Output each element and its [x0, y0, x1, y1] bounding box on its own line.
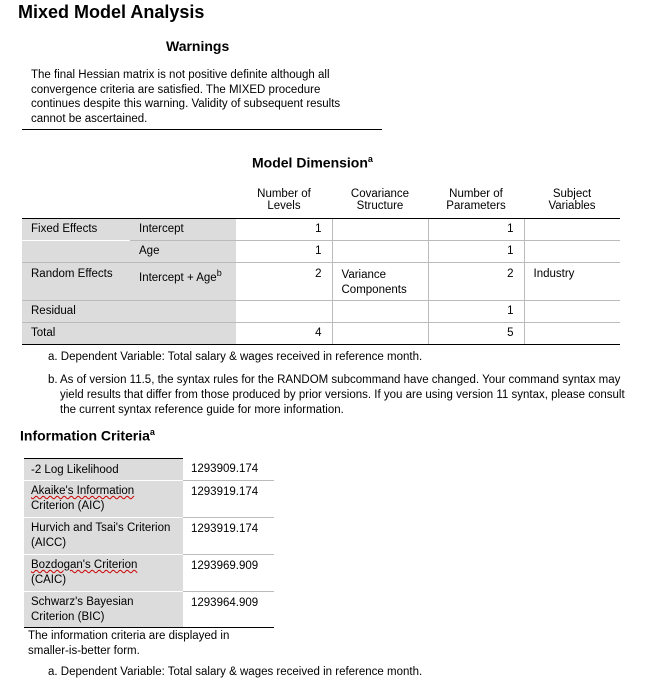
model-dimension-footnote-a: a. Dependent Variable: Total salary & wages received in reference month. — [48, 351, 423, 363]
information-criteria-note: The information criteria are displayed in smaller-is-better form. — [28, 630, 230, 657]
cell-empty — [332, 322, 428, 344]
cell-empty — [22, 240, 130, 262]
ic-label: Bozdogan's Criterion (CAIC) — [24, 555, 183, 592]
cell-value: 1 — [428, 240, 524, 262]
table-row — [24, 459, 274, 481]
page-title: Mixed Model Analysis — [18, 2, 205, 22]
table-row — [24, 518, 274, 555]
row-label-total: Total — [22, 322, 130, 344]
table-row — [22, 300, 620, 322]
warnings-title: Warnings — [166, 38, 230, 54]
ic-value: 1293964.909 — [183, 592, 274, 628]
ic-value: 1293919.174 — [183, 481, 274, 518]
cell-empty — [524, 300, 620, 322]
warnings-divider — [22, 129, 382, 130]
cell-empty — [130, 300, 236, 322]
table-row — [22, 322, 620, 344]
information-criteria-table — [24, 458, 274, 628]
information-criteria-footnote-a: a. Dependent Variable: Total salary & wages received in reference month. — [48, 666, 423, 678]
header-levels: Number of Levels — [236, 182, 332, 218]
cell-value: 4 — [236, 322, 332, 344]
information-criteria-title: Information Criteria$^a$ — [20, 427, 155, 444]
cell-empty — [332, 240, 428, 262]
header-parameters: Number of Parameters — [428, 182, 524, 218]
table-row — [22, 218, 620, 240]
table-row — [24, 481, 274, 518]
cell-value: 1 — [236, 218, 332, 240]
table-row — [22, 262, 620, 300]
table-row — [24, 592, 274, 628]
row-label-residual: Residual — [22, 300, 130, 322]
ic-value: 1293919.174 — [183, 518, 274, 555]
cell-empty — [236, 300, 332, 322]
row-label-age: Age — [130, 240, 236, 262]
cell-empty — [332, 218, 428, 240]
cell-value: 2 — [428, 262, 524, 300]
ic-label: Hurvich and Tsai's Criterion (AICC) — [24, 518, 183, 555]
cell-subject: Industry — [524, 262, 620, 300]
ic-label: Schwarz's Bayesian Criterion (BIC) — [24, 592, 183, 628]
header-subject: Subject Variables — [524, 182, 620, 218]
cell-value: 1 — [236, 240, 332, 262]
cell-value: 5 — [428, 322, 524, 344]
header-covariance: Covariance Structure — [332, 182, 428, 218]
row-label-random-term: Intercept + Age$^b$ — [130, 262, 236, 300]
cell-value: 1 — [428, 218, 524, 240]
row-label-intercept: Intercept — [130, 218, 236, 240]
table-row — [22, 240, 620, 262]
row-label-random-effects: Random Effects — [22, 262, 130, 300]
warnings-text: The final Hessian matrix is not positive definite although all convergence criteria are satisfied. The MIXED procedure continues despite this warning. Validity of subsequent results cannot be ascertained. — [31, 69, 341, 125]
ic-label: Akaike's Information Criterion (AIC) — [24, 481, 183, 518]
model-dimension-footnote-b: b. As of version 11.5, the syntax rules for the RANDOM subcommand have changed. Your command syntax may yield results that differ from those produced by prior versions. If you are using version 11 syntax, please consult the current syntax reference guide for more information. — [48, 374, 625, 416]
cell-value: 1 — [428, 300, 524, 322]
row-label-fixed-effects: Fixed Effects — [22, 218, 130, 240]
table-row — [24, 555, 274, 592]
cell-empty — [332, 300, 428, 322]
cell-value: 2 — [236, 262, 332, 300]
ic-value: 1293969.909 — [183, 555, 274, 592]
cell-empty — [524, 240, 620, 262]
cell-empty — [524, 218, 620, 240]
model-dimension-table — [22, 182, 620, 345]
cell-empty — [130, 322, 236, 344]
model-dimension-title: Model Dimension$^a$ — [252, 154, 373, 171]
cell-covariance: Variance Components — [332, 262, 428, 300]
ic-label: -2 Log Likelihood — [24, 459, 183, 481]
cell-empty — [524, 322, 620, 344]
ic-value: 1293909.174 — [183, 459, 274, 481]
